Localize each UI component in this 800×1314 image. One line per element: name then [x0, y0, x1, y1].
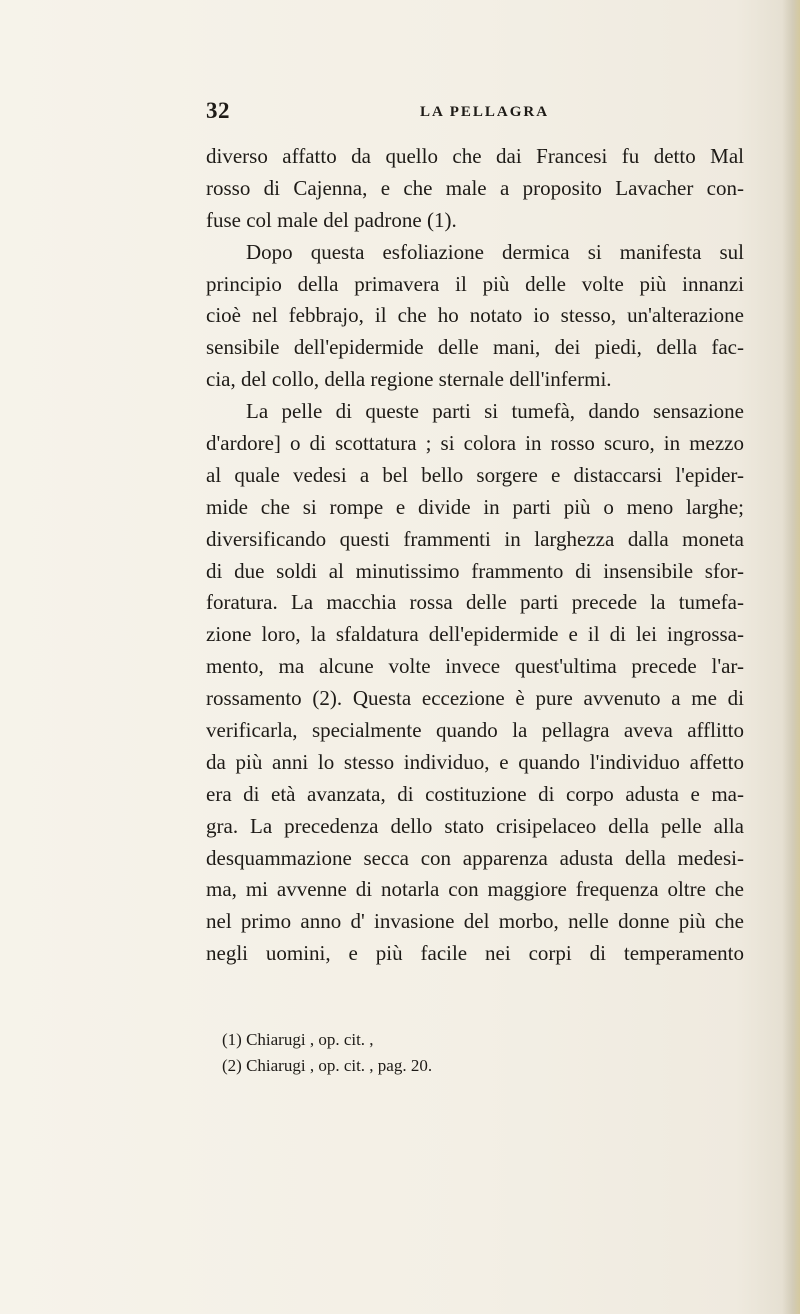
- page-number: 32: [206, 98, 230, 123]
- text-line: Dopo questa esfoliazione dermica si manifesta sul: [246, 239, 744, 264]
- text-line: rossamento (2). Questa eccezione è pure avvenuto a me di: [206, 686, 744, 711]
- text-line: desquammazione secca con apparenza adusta della medesi-: [206, 845, 744, 870]
- running-title: LA PELLAGRA: [420, 104, 550, 120]
- text-line: zione loro, la sfaldatura dell'epidermide e il di lei ingrossa-: [206, 622, 744, 647]
- text-line: ma, mi avvenne di notarla con maggiore frequenza oltre che: [206, 877, 744, 902]
- footnote: (1) Chiarugi , op. cit. ,: [222, 1030, 374, 1049]
- text-line: nel primo anno d' invasione del morbo, nelle donne più che: [206, 909, 744, 934]
- page-edge-shadow: [782, 0, 800, 1314]
- text-line: principio della primavera il più delle volte più innanzi: [206, 271, 744, 296]
- text-line: sensibile dell'epidermide delle mani, dei piedi, della fac-: [206, 335, 744, 360]
- text-line: rosso di Cajenna, e che male a proposito Lavacher con-: [206, 175, 744, 200]
- text-line: fuse col male del padrone (1).: [206, 207, 457, 232]
- text-line: di due soldi al minutissimo frammento di insensibile sfor-: [206, 558, 744, 583]
- text-line: gra. La precedenza dello stato crisipelaceo della pelle alla: [206, 813, 744, 838]
- text-line: al quale vedesi a bel bello sorgere e distaccarsi l'epider-: [206, 462, 744, 487]
- text-line: diverso affatto da quello che dai Francesi fu detto Mal: [206, 144, 744, 168]
- footnotes: [222, 1027, 622, 1079]
- text-line: mento, ma alcune volte invece quest'ultima precede l'ar-: [206, 654, 744, 679]
- text-line: era di età avanzata, di costituzione di corpo adusta e ma-: [206, 781, 744, 806]
- text-line: verificarla, specialmente quando la pellagra aveva afflitto: [206, 718, 744, 743]
- text-line: cia, del collo, della regione sternale dell'infermi.: [206, 367, 612, 392]
- footnote: (2) Chiarugi , op. cit. , pag. 20.: [222, 1056, 433, 1075]
- text-line: da più anni lo stesso individuo, e quando l'individuo affetto: [206, 749, 744, 774]
- text-line: La pelle di queste parti si tumefà, dando sensazione: [246, 399, 744, 424]
- page-header: [206, 98, 746, 128]
- text-line: foratura. La macchia rossa delle parti precede la tumefa-: [206, 590, 744, 615]
- body-text: [206, 141, 744, 970]
- text-line: mide che si rompe e divide in parti più o meno larghe;: [206, 494, 744, 519]
- text-line: d'ardore] o di scottatura ; si colora in rosso scuro, in mezzo: [206, 431, 744, 456]
- text-line: diversificando questi frammenti in larghezza dalla moneta: [206, 526, 744, 551]
- text-line: negli uomini, e più facile nei corpi di temperamento: [206, 941, 744, 966]
- text-line: cioè nel febbrajo, il che ho notato io stesso, un'alterazione: [206, 303, 744, 328]
